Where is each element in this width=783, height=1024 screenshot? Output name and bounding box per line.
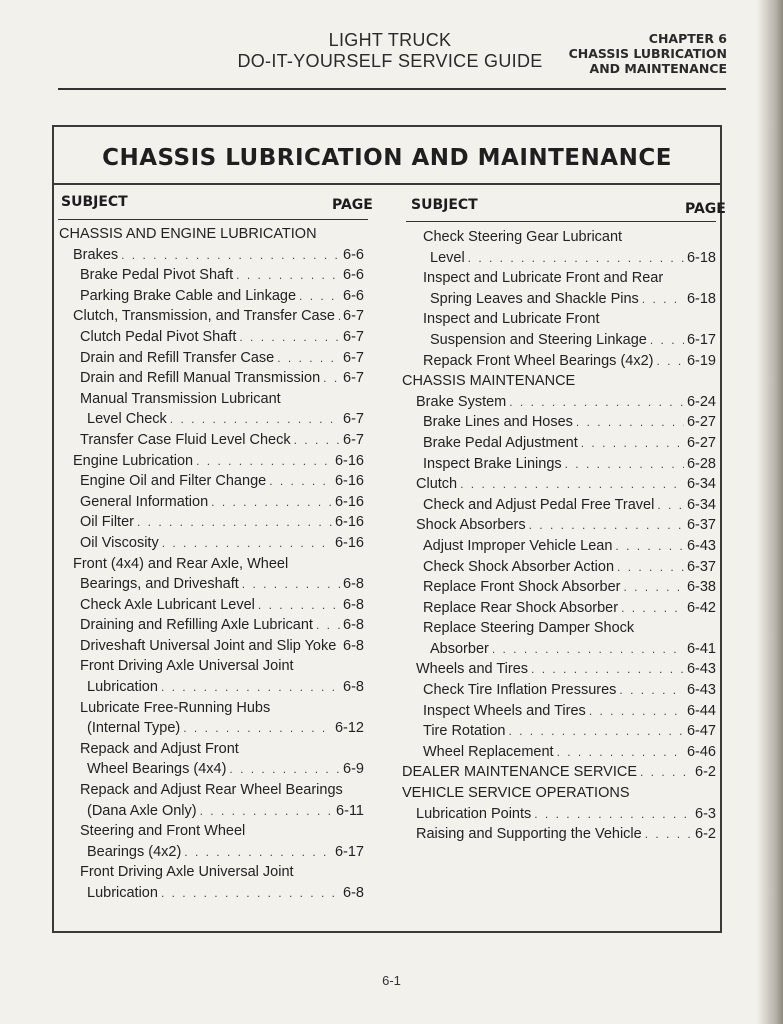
- toc-entry-page: 6-7: [343, 431, 364, 448]
- toc-entry-page: 6-7: [343, 328, 364, 345]
- toc-entry-page: 6-6: [343, 287, 364, 304]
- toc-entry-label: Engine Oil and Filter Change: [80, 473, 267, 490]
- toc-entry-label: Lubricate Free-Running Hubs: [80, 699, 271, 716]
- dot-leader: [239, 327, 340, 348]
- toc-entry: [402, 721, 716, 742]
- right-subject-heading: SUBJECT: [411, 197, 478, 213]
- toc-entry: [402, 680, 716, 701]
- toc-entry-label: Brakes: [73, 246, 119, 263]
- toc-entry-label: Clutch: [416, 476, 458, 493]
- toc-entry-label: Front Driving Axle Universal Joint: [80, 864, 294, 881]
- dot-leader: [323, 368, 340, 389]
- toc-entry-page: 6-27: [686, 414, 716, 431]
- toc-entry: [402, 804, 716, 825]
- toc-entry-label: Wheel Replacement: [423, 743, 554, 760]
- toc-entry: [59, 698, 364, 719]
- toc-entry-label: Steering and Front Wheel: [80, 823, 246, 840]
- toc-entry: [402, 515, 716, 536]
- dot-leader: [183, 718, 332, 739]
- toc-entry: [402, 268, 716, 289]
- dot-leader: [137, 512, 332, 533]
- toc-entry: [402, 639, 716, 660]
- toc-entry-page: 6-16: [334, 473, 364, 490]
- toc-entry: [402, 433, 716, 454]
- toc-entry-page: 6-24: [686, 393, 716, 410]
- toc-entry-label: Draining and Refilling Axle Lubricant: [80, 617, 313, 634]
- toc-entry: [402, 495, 716, 516]
- toc-entry: [402, 474, 716, 495]
- toc-entry-label: Brake Lines and Hoses: [423, 414, 573, 431]
- toc-entry-label: Inspect Wheels and Tires: [423, 702, 586, 719]
- chapter-number: CHAPTER 6: [648, 31, 727, 46]
- toc-entry: [59, 636, 364, 657]
- toc-entry-label: VEHICLE SERVICE OPERATIONS: [402, 785, 630, 802]
- toc-entry-page: 6-34: [686, 496, 716, 513]
- toc-entry: [402, 659, 716, 680]
- toc-entry: [59, 368, 364, 389]
- toc-entry-label: Oil Viscosity: [80, 534, 159, 551]
- chapter-title-line-1: CHASSIS LUBRICATION: [568, 46, 727, 61]
- dot-leader: [576, 412, 684, 433]
- toc-entry-page: 6-28: [686, 455, 716, 472]
- dot-leader: [508, 721, 684, 742]
- dot-leader: [557, 742, 684, 763]
- toc-entry-label: Wheel Bearings (4x4): [87, 761, 227, 778]
- toc-entry-label: DEALER MAINTENANCE SERVICE: [402, 764, 638, 781]
- toc-entry-page: 6-38: [686, 579, 716, 596]
- toc-entry-page: 6-6: [343, 267, 364, 284]
- dot-leader: [615, 536, 684, 557]
- dot-leader: [623, 577, 684, 598]
- dot-leader: [170, 409, 340, 430]
- toc-entry: [402, 598, 716, 619]
- page-binding-shadow: [757, 0, 783, 1024]
- toc-entry: [59, 286, 364, 307]
- toc-entry-label: Brake Pedal Adjustment: [423, 434, 578, 451]
- contents-title: CHASSIS LUBRICATION AND MAINTENANCE: [102, 145, 672, 171]
- toc-entry-label: Spring Leaves and Shackle Pins: [430, 290, 639, 307]
- toc-entry-page: 6-34: [686, 476, 716, 493]
- dot-leader: [236, 265, 340, 286]
- toc-entry: [402, 289, 716, 310]
- dot-leader: [339, 636, 340, 657]
- toc-entry: [402, 783, 716, 804]
- toc-entry-page: 6-37: [686, 517, 716, 534]
- dot-leader: [645, 824, 692, 845]
- toc-entry: [59, 718, 364, 739]
- toc-entry-label: Suspension and Steering Linkage: [430, 331, 647, 348]
- toc-entry-page: 6-16: [334, 534, 364, 551]
- toc-entry: [402, 536, 716, 557]
- toc-entry-page: 6-8: [343, 576, 364, 593]
- toc-entry: [402, 824, 716, 845]
- dot-leader: [657, 495, 684, 516]
- toc-entry: [402, 392, 716, 413]
- toc-entry-page: 6-8: [343, 617, 364, 634]
- dot-leader: [299, 286, 340, 307]
- dot-leader: [316, 615, 340, 636]
- toc-entry: [59, 615, 364, 636]
- toc-entry-label: Parking Brake Cable and Linkage: [80, 287, 297, 304]
- toc-entry-label: Brake Pedal Pivot Shaft: [80, 267, 234, 284]
- dot-leader: [531, 659, 684, 680]
- toc-entry: [59, 801, 364, 822]
- toc-entry-page: 6-8: [343, 596, 364, 613]
- toc-entry-label: Raising and Supporting the Vehicle: [416, 826, 642, 843]
- toc-entry-label: General Information: [80, 493, 209, 510]
- toc-entry: [59, 842, 364, 863]
- toc-entry: [402, 762, 716, 783]
- toc-entry-page: 6-16: [334, 493, 364, 510]
- toc-entry: [59, 245, 364, 266]
- dot-leader: [294, 430, 340, 451]
- toc-entry-label: Repack and Adjust Front: [80, 740, 239, 757]
- toc-entry: [59, 759, 364, 780]
- dot-leader: [534, 804, 692, 825]
- header-line-1: LIGHT TRUCK: [328, 30, 452, 50]
- toc-entry-page: 6-27: [686, 434, 716, 451]
- toc-entry: [59, 389, 364, 410]
- toc-entry-label: Lubrication Points: [416, 805, 532, 822]
- toc-entry-page: 6-42: [686, 599, 716, 616]
- toc-entry-label: Driveshaft Universal Joint and Slip Yoke: [80, 637, 337, 654]
- toc-entry: [59, 595, 364, 616]
- toc-entry: [59, 862, 364, 883]
- toc-entry-label: CHASSIS AND ENGINE LUBRICATION: [59, 226, 317, 242]
- toc-entry-label: (Internal Type): [87, 720, 181, 737]
- toc-entry: [59, 533, 364, 554]
- dot-leader: [509, 392, 684, 413]
- toc-entry-label: Level: [430, 249, 465, 266]
- toc-entry-page: 6-7: [343, 411, 364, 428]
- toc-entry: [59, 265, 364, 286]
- toc-entry-page: 6-8: [343, 679, 364, 696]
- toc-entry-page: 6-41: [686, 640, 716, 657]
- toc-entry-page: 6-2: [695, 826, 716, 843]
- toc-entry-label: Bearings (4x2): [87, 843, 182, 860]
- dot-leader: [242, 574, 340, 595]
- dot-leader: [277, 348, 340, 369]
- toc-entry: [402, 371, 716, 392]
- toc-entry-label: Adjust Improper Vehicle Lean: [423, 537, 613, 554]
- toc-entry-page: 6-47: [686, 723, 716, 740]
- left-page-heading: PAGE: [332, 197, 373, 213]
- toc-entry-label: Lubrication: [87, 679, 158, 696]
- toc-entry-label: Replace Steering Damper Shock: [423, 620, 635, 637]
- dot-leader: [162, 533, 332, 554]
- contents-box: [52, 125, 726, 933]
- toc-entry-page: 6-8: [343, 637, 364, 654]
- toc-entry: [59, 574, 364, 595]
- toc-entry: [59, 471, 364, 492]
- toc-entry-label: Front Driving Axle Universal Joint: [80, 658, 294, 675]
- toc-entry: [402, 577, 716, 598]
- chapter-header: [569, 31, 727, 76]
- toc-entry-label: Tire Rotation: [423, 723, 506, 740]
- toc-entry-label: Repack Front Wheel Bearings (4x2): [423, 352, 654, 369]
- toc-entry: [59, 512, 364, 533]
- toc-entry: [59, 224, 364, 245]
- dot-leader: [617, 557, 684, 578]
- running-header: [230, 30, 550, 72]
- right-heading-rule: [406, 221, 716, 222]
- toc-entry-page: 6-6: [343, 246, 364, 263]
- toc-entry: [402, 618, 716, 639]
- toc-entry-page: 6-18: [686, 249, 716, 266]
- toc-entry-label: Replace Rear Shock Absorber: [423, 599, 619, 616]
- toc-entry-label: Bearings, and Driveshaft: [80, 576, 239, 593]
- toc-entry-page: 6-7: [343, 370, 364, 387]
- toc-entry-page: 6-16: [334, 452, 364, 469]
- toc-entry-label: Wheels and Tires: [416, 661, 529, 678]
- dot-leader: [161, 677, 340, 698]
- toc-entry-label: Oil Filter: [80, 514, 134, 531]
- left-contents-column: [59, 224, 364, 904]
- toc-entry-page: 6-7: [343, 308, 364, 325]
- toc-entry-label: Clutch Pedal Pivot Shaft: [80, 328, 237, 345]
- dot-leader: [200, 801, 333, 822]
- toc-entry-label: Transfer Case Fluid Level Check: [80, 431, 291, 448]
- right-page-heading: PAGE: [685, 201, 726, 217]
- toc-entry-page: 6-19: [686, 352, 716, 369]
- toc-entry: [402, 248, 716, 269]
- dot-leader: [640, 762, 692, 783]
- toc-entry: [59, 348, 364, 369]
- toc-entry-page: 6-46: [686, 743, 716, 760]
- toc-entry: [402, 330, 716, 351]
- toc-entry: [59, 451, 364, 472]
- dot-leader: [269, 471, 332, 492]
- toc-entry-label: Inspect and Lubricate Front: [423, 311, 600, 328]
- toc-entry-page: 6-17: [686, 331, 716, 348]
- toc-entry: [59, 554, 364, 575]
- dot-leader: [581, 433, 684, 454]
- dot-leader: [650, 330, 684, 351]
- dot-leader: [161, 883, 340, 904]
- toc-entry-label: Front (4x4) and Rear Axle, Wheel: [73, 555, 289, 572]
- toc-entry: [59, 306, 364, 327]
- toc-entry-label: Drain and Refill Manual Transmission: [80, 370, 321, 387]
- toc-entry: [402, 701, 716, 722]
- dot-leader: [621, 598, 684, 619]
- toc-entry-label: Absorber: [430, 640, 489, 657]
- toc-entry: [59, 677, 364, 698]
- toc-entry: [402, 742, 716, 763]
- toc-entry: [402, 351, 716, 372]
- toc-entry: [59, 430, 364, 451]
- dot-leader: [657, 351, 684, 372]
- toc-entry-label: Manual Transmission Lubricant: [80, 390, 281, 407]
- toc-entry-label: Check Tire Inflation Pressures: [423, 682, 617, 699]
- toc-entry-label: Check and Adjust Pedal Free Travel: [423, 496, 655, 513]
- toc-entry-label: Repack and Adjust Rear Wheel Bearings: [80, 782, 343, 799]
- toc-entry-label: Shock Absorbers: [416, 517, 526, 534]
- toc-entry: [402, 412, 716, 433]
- toc-entry-label: (Dana Axle Only): [87, 802, 197, 819]
- toc-entry: [59, 883, 364, 904]
- toc-entry: [59, 821, 364, 842]
- header-line-2: DO-IT-YOURSELF SERVICE GUIDE: [237, 51, 543, 71]
- toc-entry-page: 6-43: [686, 682, 716, 699]
- toc-entry-page: 6-43: [686, 537, 716, 554]
- toc-entry-label: Check Steering Gear Lubricant: [423, 229, 623, 245]
- dot-leader: [642, 289, 684, 310]
- toc-entry: [402, 454, 716, 475]
- dot-leader: [338, 306, 340, 327]
- page-number: 6-1: [382, 973, 401, 988]
- toc-entry-label: Replace Front Shock Absorber: [423, 579, 621, 596]
- toc-entry-label: Clutch, Transmission, and Transfer Case: [73, 308, 335, 325]
- toc-entry: [59, 409, 364, 430]
- toc-entry: [59, 492, 364, 513]
- dot-leader: [589, 701, 684, 722]
- toc-entry-page: 6-11: [336, 802, 364, 819]
- toc-entry: [59, 656, 364, 677]
- dot-leader: [492, 639, 684, 660]
- toc-entry-page: 6-9: [343, 761, 364, 778]
- title-divider: [54, 183, 720, 185]
- toc-entry-page: 6-37: [686, 558, 716, 575]
- toc-entry-page: 6-16: [334, 514, 364, 531]
- toc-entry: [402, 309, 716, 330]
- toc-entry-label: Check Shock Absorber Action: [423, 558, 615, 575]
- right-contents-column: [402, 227, 716, 845]
- toc-entry: [59, 780, 364, 801]
- toc-entry-page: 6-18: [686, 290, 716, 307]
- dot-leader: [529, 515, 684, 536]
- toc-entry-page: 6-43: [686, 661, 716, 678]
- toc-entry-label: Inspect Brake Linings: [423, 455, 562, 472]
- toc-entry-page: 6-3: [695, 805, 716, 822]
- toc-entry: [402, 227, 716, 248]
- left-subject-heading: SUBJECT: [61, 194, 128, 210]
- dot-leader: [460, 474, 684, 495]
- toc-entry-page: 6-12: [334, 720, 364, 737]
- toc-entry-label: CHASSIS MAINTENANCE: [402, 373, 576, 390]
- toc-entry-label: Level Check: [87, 411, 167, 428]
- dot-leader: [184, 842, 332, 863]
- toc-entry-label: Engine Lubrication: [73, 452, 194, 469]
- toc-entry-page: 6-17: [334, 843, 364, 860]
- dot-leader: [619, 680, 684, 701]
- toc-entry-page: 6-7: [343, 349, 364, 366]
- toc-entry-label: Lubrication: [87, 885, 158, 901]
- toc-entry-page: 6-2: [695, 764, 716, 781]
- toc-entry-label: Drain and Refill Transfer Case: [80, 349, 275, 366]
- toc-entry: [402, 557, 716, 578]
- toc-entry-label: Check Axle Lubricant Level: [80, 596, 255, 613]
- dot-leader: [565, 454, 684, 475]
- header-divider: [58, 88, 726, 90]
- toc-entry-label: Brake System: [416, 393, 507, 410]
- dot-leader: [468, 248, 684, 269]
- toc-entry: [59, 327, 364, 348]
- dot-leader: [211, 492, 332, 513]
- toc-entry-page: 6-44: [686, 702, 716, 719]
- toc-entry-label: Inspect and Lubricate Front and Rear: [423, 270, 664, 287]
- dot-leader: [258, 595, 340, 616]
- dot-leader: [196, 451, 332, 472]
- dot-leader: [229, 759, 340, 780]
- chapter-title-line-2: AND MAINTENANCE: [589, 61, 727, 76]
- toc-entry-page: 6-8: [343, 885, 364, 901]
- dot-leader: [121, 245, 340, 266]
- toc-entry: [59, 739, 364, 760]
- left-heading-rule: [58, 219, 368, 220]
